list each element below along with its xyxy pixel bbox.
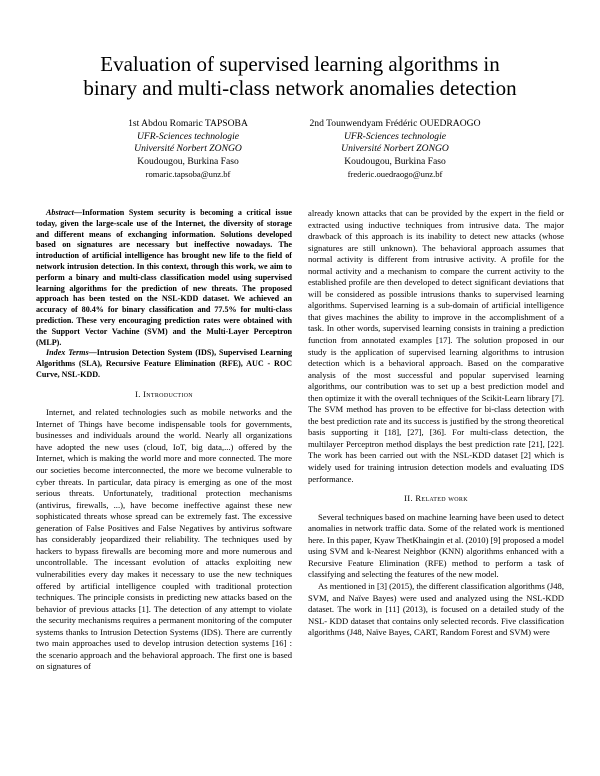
author-university: Université Norbert ZONGO [134,143,242,155]
author-name: 1st Abdou Romaric TAPSOBA [128,118,248,129]
abstract-text: —Information System security is becoming a critical issue today, given the large-scale use of the Internet, the diversity of storage and different means of exchanging information. Solutions developed based on signatures are necessary but ineffective nowadays. The introduction of artificial intelligence has brought new life to the field of network intrusion detection. In this context, through this work, we aim to perform a binary and multi-class classification model using supervised learning algorithms for the prediction of new threats. The proposed approach has been tested on the NSL-KDD dataset. We achieved an accuracy of 80.4% for binary classification and 77.5% for multi-class prediction. These very encouraging prediction rates were obtained with the Support Vector Vachine (SVM) and the Multi-Layer Perceptron (MLP). [36,208,292,347]
author-department: UFR-Sciences technologie [343,130,447,142]
author-email: frederic.ouedraogo@unz.bf [347,169,443,180]
author-email: romaric.tapsoba@unz.bf [145,169,231,180]
index-terms-label: Index Terms [46,348,89,358]
author-university: Université Norbert ZONGO [341,143,449,155]
introduction-paragraph: Internet, and related technologies such as mobile networks and the Internet of Things have become indispensable tools for governments, businesses and individuals around the world. Nearly all organizations have adopted the new uses (cloud, IoT, big data,...) offered by the Internet, which is making the world more and more connected. The more our societies become interconnected, the more we become vulnerable to cyber threats. In particular, data piracy is emerging as one of the most serious threats. Unfortunately, traditional protection mechanisms (antivirus, firewalls, ...), have become ineffective against these new sophisticated threats whose spread can be extremely fast. The excessive generation of False Positives and False Negatives by antivirus software has considerably jeopardized their reliability. The techniques used by hackers to bypass firewalls are becoming more and more numerous and uncontrollable. The incessant evolution of attacks exploiting new vulnerabilities every day makes it necessary to use the new techniques offered by artificial intelligence coupled with traditional protection techniques. The principle consists in predicting new attacks based on the behavior of previous attacks [1]. The detection of any attempt to violate the security mechanisms requires a permanent monitoring of the computer systems thanks to Intrusion Detection Systems (IDS). There are currently two main approaches used to develop intrusion detection systems [16] : the scenario approach and the behavioral approach. The first one is based on signatures of [36,407,292,672]
author-block-1 [78,118,298,181]
related-work-paragraph-2: As mentioned in [3] (2015), the different classification algorithms (J48, SVM, and Naïve Bayes) were used and analyzed using the NSL-KDD dataset. The work in [11] (2013), is focused on a detailed study of the NSL- KDD dataset that contains only selected records. Five classification algorithms (J48, Naïve Bayes, CART, Random Forest and SVM) were [308,580,564,638]
author-city: Koudougou, Burkina Faso [137,155,239,167]
author-city: Koudougou, Burkina Faso [344,155,446,167]
section-heading-introduction: I. Introduction [135,388,193,399]
author-department: UFR-Sciences technologie [136,130,240,142]
paper-title [40,52,560,100]
related-work-paragraph-1: Several techniques based on machine learning have been used to detect anomalies in network traffic data. Some of the related work is mentioned here. In this paper, Kyaw ThetKhaingin et al. (2010) [9] proposed a model using SVM and k-Nearest Neighbor (KNN) algorithms enhanced with a Recursive Feature Elimination (RFE) method to perform a task of classifying and selecting the features of the new model. [308,511,564,580]
section-heading-related-work: II. Related work [404,493,468,504]
abstract [36,208,292,348]
abstract-label: Abstract [46,208,74,217]
index-terms-text: —Intrusion Detection System (IDS), Supervised Learning Algorithms (SLA), Recursive Feature Elimination (RFE), AUC - ROC Curve, NSL-KDD. [36,348,293,379]
index-terms [36,348,292,380]
paper-title-line-2: binary and multi-class network anomalies detection [83,76,517,100]
right-column [308,208,564,639]
introduction-continued-paragraph: already known attacks that can be provided by the expert in the field or extracted using inductive techniques from intrusive data. The major drawback of this approach is its inability to detect new attacks (whose signatures are still unknown). The behavioral approach assumes that normal activity is different from intrusive activity. A profile for the normal activity and a mechanism to compare the current activity to the established profile are then developed to detect significant deviations that will be considered as possible intrusions thanks to supervised learning algorithms. Supervised learning is a sub-domain of artificial intelligence that gives machines the ability to improve in the accomplishment of a task. In other words, supervised learning consists in training a prediction function from annotated examples [17]. The solution proposed in our study is the application of supervised learning algorithms to intrusion detection which is a behavioral approach. Based on the comparative analysis of the most successful and popular supervised learning algorithms, our contribution was to set up a best prediction model and then optimize it with the overall techniques of the Scikit-Learn library [7]. The SVM method has proven to be effective for bi-class detection with the best prediction rate and its success is justified by the strong theoretical basis supporting it [18], [27], [36]. For multi-class detection, the multilayer Perceptron method displays the best prediction rate [21], [22]. The work has been carried out with the NSL-KDD dataset [2] which is widely used for training intrusion detection models and evaluating IDS performance. [308,208,564,484]
author-block-2 [285,118,505,181]
paper-title-line-1: Evaluation of supervised learning algorithms in [100,52,500,76]
left-column [36,208,292,673]
author-name: 2nd Tounwendyam Frédéric OUEDRAOGO [309,118,481,129]
